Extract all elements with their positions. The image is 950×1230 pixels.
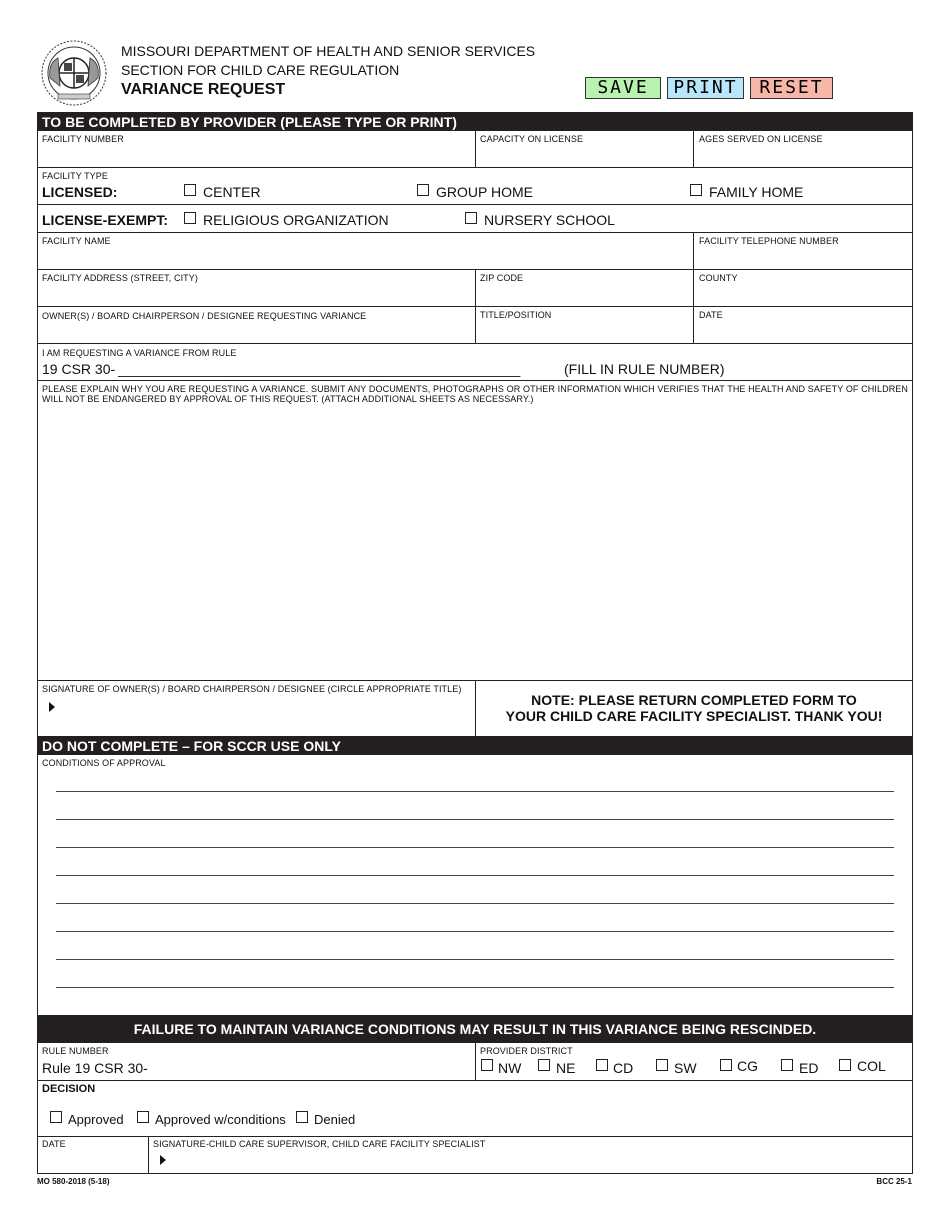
facility-type-label: FACILITY TYPE (42, 171, 108, 181)
divider (37, 380, 913, 381)
license-exempt-label: LICENSE-EXEMPT: (42, 212, 169, 228)
rule-number-blank[interactable]: _____________________________________________________ (118, 361, 521, 377)
form-code: BCC 25-1 (876, 1177, 912, 1186)
district-col-checkbox[interactable] (839, 1059, 851, 1071)
date-label: DATE (699, 310, 723, 320)
divider (37, 167, 913, 168)
sccr-section-title: DO NOT COMPLETE – FOR SCCR USE ONLY (42, 738, 341, 754)
district-cg-label: CG (737, 1058, 758, 1074)
district-ne-label: NE (556, 1060, 576, 1076)
denied-checkbox[interactable] (296, 1111, 308, 1123)
district-nw-label: NW (498, 1060, 522, 1076)
form-border-bottom (37, 1173, 913, 1174)
divider (693, 131, 694, 168)
supervisor-signature-label: SIGNATURE-CHILD CARE SUPERVISOR, CHILD CARE FACILITY SPECIALIST (153, 1139, 486, 1149)
divider (37, 343, 913, 344)
decision-date-field[interactable] (38, 1150, 148, 1172)
condition-line (56, 819, 894, 820)
requesting-rule-label: I AM REQUESTING A VARIANCE FROM RULE (42, 348, 237, 358)
form-id: MO 580-2018 (5-18) (37, 1177, 110, 1186)
facility-telephone-label: FACILITY TELEPHONE NUMBER (699, 236, 839, 246)
condition-line (56, 791, 894, 792)
divider (148, 1136, 149, 1174)
family-home-label: FAMILY HOME (709, 184, 804, 200)
approved-checkbox[interactable] (50, 1111, 62, 1123)
family-home-checkbox[interactable] (690, 184, 702, 196)
supervisor-signature-arrow-icon (160, 1155, 166, 1165)
capacity-label: CAPACITY ON LICENSE (480, 134, 584, 144)
approved-conditions-label: Approved w/conditions (155, 1112, 286, 1127)
explanation-text-area[interactable] (38, 410, 912, 680)
divider (693, 306, 694, 344)
district-ed-checkbox[interactable] (781, 1059, 793, 1071)
district-col-label: COL (857, 1058, 886, 1074)
return-note-line2: YOUR CHILD CARE FACILITY SPECIALIST. THANK YOU! (505, 708, 883, 724)
condition-line (56, 931, 894, 932)
religious-organization-label: RELIGIOUS ORGANIZATION (203, 212, 389, 228)
ages-served-label: AGES SERVED ON LICENSE (699, 134, 823, 144)
facility-name-label: FACILITY NAME (42, 236, 111, 246)
failure-warning-text: FAILURE TO MAINTAIN VARIANCE CONDITIONS MAY RESULT IN THIS VARIANCE BEING RESCINDED. (133, 1021, 817, 1037)
condition-line (56, 903, 894, 904)
divider (693, 269, 694, 307)
sccr-section-header (37, 736, 913, 755)
return-note-line1: NOTE: PLEASE RETURN COMPLETED FORM TO (531, 692, 857, 708)
district-cd-checkbox[interactable] (596, 1059, 608, 1071)
district-cg-checkbox[interactable] (720, 1059, 732, 1071)
facility-number-label: FACILITY NUMBER (42, 134, 124, 144)
owner-label: OWNER(S) / BOARD CHAIRPERSON / DESIGNEE REQUESTING VARIANCE (42, 311, 367, 321)
rule-number-label: RULE NUMBER (42, 1046, 109, 1056)
conditions-of-approval-label: CONDITIONS OF APPROVAL (42, 758, 166, 768)
divider (37, 1080, 913, 1081)
divider (693, 232, 694, 270)
approved-conditions-checkbox[interactable] (137, 1111, 149, 1123)
supervisor-signature-field[interactable] (170, 1150, 910, 1172)
section-name: SECTION FOR CHILD CARE REGULATION (121, 62, 400, 78)
facility-address-label: FACILITY ADDRESS (STREET, CITY) (42, 273, 198, 283)
group-home-label: GROUP HOME (436, 184, 533, 200)
provider-section-title: TO BE COMPLETED BY PROVIDER (PLEASE TYPE OR PRINT) (42, 114, 457, 130)
save-button[interactable]: SAVE (585, 77, 661, 99)
zip-code-label: ZIP CODE (480, 273, 524, 283)
print-button[interactable]: PRINT (667, 77, 744, 99)
divider (37, 1136, 913, 1137)
rule-prefix: 19 CSR 30- (42, 361, 116, 377)
failure-warning-bar (37, 1015, 913, 1043)
explanation-instructions: PLEASE EXPLAIN WHY YOU ARE REQUESTING A VARIANCE. SUBMIT ANY DOCUMENTS, PHOTOGRAPHS OR OTHER INFORMATION WHICH VERIFIES THAT THE HEALTH AND SAFETY OF CHILDREN WILL NOT BE ENDANGERED BY APPROVAL OF THIS REQUEST. (ATTACH ADDITIONAL SHEETS AS NECESSARY.) (42, 384, 908, 404)
condition-line (56, 987, 894, 988)
nursery-school-checkbox[interactable] (465, 212, 477, 224)
licensed-label: LICENSED: (42, 184, 118, 200)
reset-button[interactable]: RESET (750, 77, 833, 99)
divider (37, 232, 913, 233)
decision-label: DECISION (42, 1083, 96, 1095)
district-ne-checkbox[interactable] (538, 1059, 550, 1071)
divider (475, 269, 476, 307)
district-ed-label: ED (799, 1060, 819, 1076)
department-name: MISSOURI DEPARTMENT OF HEALTH AND SENIOR SERVICES (121, 43, 536, 59)
district-nw-checkbox[interactable] (481, 1059, 493, 1071)
approved-label: Approved (68, 1112, 124, 1127)
owner-signature-field[interactable] (60, 698, 470, 730)
provider-district-label: PROVIDER DISTRICT (480, 1046, 573, 1056)
rule-number-hint: (FILL IN RULE NUMBER) (564, 361, 725, 377)
religious-organization-checkbox[interactable] (184, 212, 196, 224)
owner-signature-label: SIGNATURE OF OWNER(S) / BOARD CHAIRPERSON / DESIGNEE (CIRCLE APPROPRIATE TITLE) (42, 684, 462, 694)
center-checkbox[interactable] (184, 184, 196, 196)
divider (475, 1043, 476, 1081)
state-seal-logo (40, 38, 108, 108)
divider (37, 204, 913, 205)
condition-line (56, 847, 894, 848)
form-title: VARIANCE REQUEST (121, 81, 286, 98)
signature-arrow-icon (49, 702, 55, 712)
nursery-school-label: NURSERY SCHOOL (484, 212, 615, 228)
county-label: COUNTY (699, 273, 738, 283)
denied-label: Denied (314, 1112, 356, 1127)
divider (475, 306, 476, 344)
district-sw-label: SW (674, 1060, 697, 1076)
decision-date-label: DATE (42, 1139, 66, 1149)
condition-line (56, 959, 894, 960)
title-position-label: TITLE/POSITION (480, 310, 552, 320)
provider-section-header (37, 112, 913, 131)
district-sw-checkbox[interactable] (656, 1059, 668, 1071)
group-home-checkbox[interactable] (417, 184, 429, 196)
divider (475, 131, 476, 168)
rule-number-value: Rule 19 CSR 30- (42, 1060, 148, 1076)
district-cd-label: CD (613, 1060, 634, 1076)
condition-line (56, 875, 894, 876)
center-label: CENTER (203, 184, 261, 200)
